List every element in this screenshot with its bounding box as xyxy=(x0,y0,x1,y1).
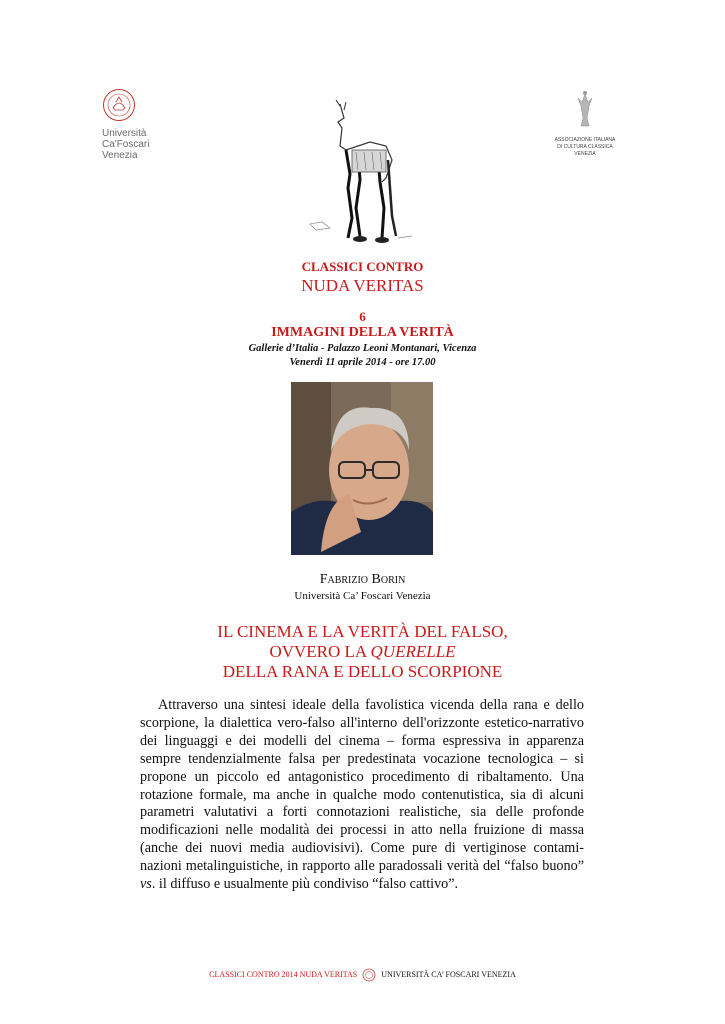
association-logo xyxy=(545,88,625,158)
university-logo xyxy=(102,88,182,161)
footer-right-text: UNIVERSITÀ CA’ FOSCARI VENEZIA xyxy=(381,969,516,979)
event-number: 6 xyxy=(359,309,366,324)
abstract-text-2: . il diffuso e usualmente più condiviso “falso cattivo”. xyxy=(151,876,459,893)
talk-title-line-2 xyxy=(0,642,725,662)
talk-title-line-2-prefix: OVVERO LA xyxy=(269,642,371,661)
footer-left-text: CLASSICI CONTRO 2014 NUDA VERITAS xyxy=(209,969,358,979)
university-name-line-3: Venezia xyxy=(102,150,138,161)
talk-title-line-3: DELLA RANA E DELLO SCORPIONE xyxy=(222,662,503,681)
abstract-text-1: Attraverso una sintesi ideale della favolistica vicenda della rana e dello scorpione, la dialettica vero-falso all'interno dell'orizzonte estetico-narrativo dei linguaggi e dei modelli del cinema – forma espressiva in apparenza sempre tendenzialmente falsa per predestinata vocazione tecnologica – si propone un piccolo ed antagonistico procedimento di ribaltamento. Una rotazione formale, ma anche in qualche modo contenutistica, sia di alcuni parametri valutativi a forti connotazioni realistiche, sia delle profonde modificazioni nelle modalità dei processi in atto nella fruizione di massa (anche dei nuovi media audiovisivi). Come pure di vertiginose contaminazioni metalinguistiche, in rapporto alle paradossali verità del “falso buono” xyxy=(140,697,584,875)
winged-victory-icon xyxy=(570,88,600,128)
talk-title-querelle: QUERELLE xyxy=(370,642,456,661)
speaker-affiliation: Università Ca’ Foscari Venezia xyxy=(294,590,431,602)
talk-title-line-1: IL CINEMA E LA VERITÀ DEL FALSO, xyxy=(217,622,508,641)
speaker-photo xyxy=(291,382,433,555)
association-line-2: DI CULTURA CLASSICA xyxy=(557,144,613,150)
abstract-italic-vs: vs xyxy=(140,876,152,893)
footer-seal-icon xyxy=(362,968,376,982)
event-venue: Gallerie d’Italia - Palazzo Leoni Montanari, Vicenza xyxy=(248,343,477,354)
university-name-line-2: Ca'Foscari xyxy=(102,139,150,150)
event-date: Venerdì 11 aprile 2014 - ore 17.00 xyxy=(289,357,436,368)
series-label: CLASSICI CONTRO xyxy=(301,259,424,274)
event-series-title: NUDA VERITAS xyxy=(301,276,424,295)
abstract-paragraph xyxy=(140,697,584,894)
horse-drawing-illustration xyxy=(300,98,420,246)
university-name-line-1: Università xyxy=(102,128,147,139)
speaker-name: Fabrizio Borin xyxy=(319,572,406,587)
association-line-3: VENEZIA xyxy=(574,151,596,157)
association-line-1: ASSOCIAZIONE ITALIANA xyxy=(554,137,616,143)
event-title: IMMAGINI DELLA VERITÀ xyxy=(271,325,454,340)
university-seal-icon xyxy=(102,88,136,122)
page-footer xyxy=(0,968,725,982)
